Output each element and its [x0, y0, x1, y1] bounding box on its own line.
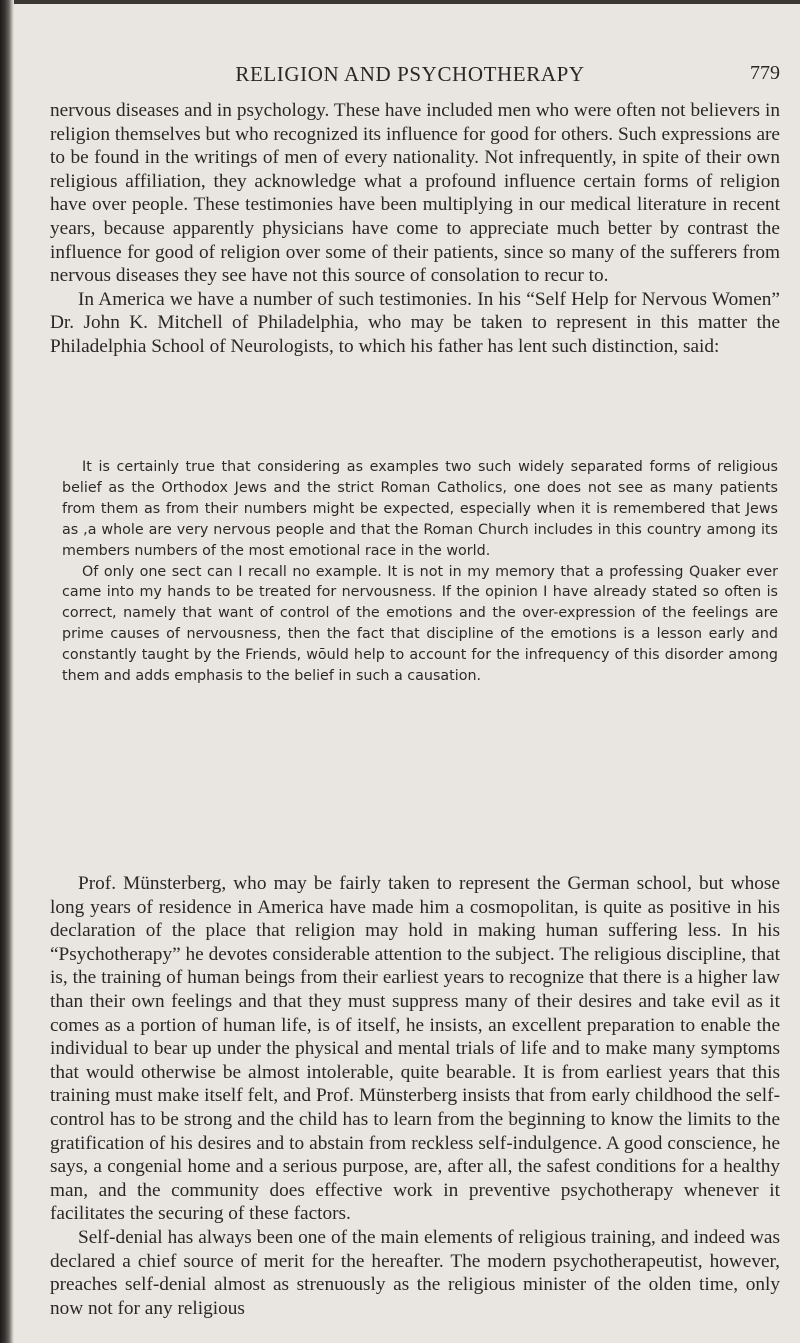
- quote-paragraph-jews-catholics: It is certainly true that considering as examples two such widely separated forms of religious belief as the Orthodox Jews and the strict Roman Catholics, one does not see as many patients from them as from their numbers might be expected, especially when it is remembered that Jews as ,a whole are very nervous people and that the Roman Church includes in this country among its members numbers of the most emotional race in the world.: [62, 459, 778, 559]
- running-title: RELIGION AND PSYCHOTHERAPY: [235, 62, 585, 86]
- paragraph-self-denial: Self-denial has always been one of the main elements of religious training, and indeed was declared a chief source of merit for the hereafter. The modern psychotherapeutist, however, preaches self-denial almost as strenuously as the religious minister of the olden time, only now not for any religious: [50, 1226, 780, 1319]
- running-header: [40, 62, 780, 90]
- paragraph-munsterberg: Prof. Münsterberg, who may be fairly taken to represent the German school, but whose long years of residence in America have made him a cosmopolitan, is quite as positive in his declaration of the place that religion may hold in making human suffering less. In his “Psychotherapy” he devotes considerable attention to the subject. The religious discipline, that is, the training of human beings from their earliest years to recognize that there is a higher law than their own feelings and that they must suppress many of their desires and take evil as it comes as a portion of human life, is of itself, he insists, an excellent preparation to enable the individual to bear up under the physical and mental trials of life and to make many symptoms that would otherwise be almost intolerable, quite bearable. It is from earliest years that this training must make itself felt, and Prof. Münsterberg insists that from early childhood the self-control has to be strong and the child has to learn from the beginning to know the limits to the gratification of his desires and to abstain from reckless self-indulgence. A good conscience, he says, a congenial home and a serious purpose, are, after all, the safest conditions for a healthy man, and the community does effective work in preventive psychotherapy whenever it facilitates the securing of these factors.: [50, 873, 780, 1225]
- page-number: 779: [750, 62, 780, 84]
- paragraph-continued: nervous diseases and in psychology. These have included men who were often not believers in religion themselves but who recognized its influence for good for others. Such expressions are to be found in the writings of men of every nationality. Not infrequently, in spite of their own religious affiliation, they acknowledge what a profound influence certain forms of religion have over people. These testimonies have been multiplying in our medical literature in recent years, because apparently physicians have come to appreciate much better by contrast the influence for good of religion over some of their patients, since so many of the sufferers from nervous diseases they see have not this source of consolation to recur to.: [50, 100, 780, 287]
- paragraph-america-testimonies: In America we have a number of such testimonies. In his “Self Help for Nervous Women” Dr. John K. Mitchell of Philadelphia, who may be taken to represent in this matter the Philadelphia School of Neurologists, to which his father has lent such distinction, said:: [50, 288, 780, 357]
- block-quote-mitchell: [62, 457, 778, 687]
- top-edge-rule: [0, 0, 800, 4]
- binding-shadow: [0, 0, 14, 1343]
- body-text-bottom: [50, 872, 780, 1320]
- body-text-top: [50, 99, 780, 359]
- quote-paragraph-quakers: Of only one sect can I recall no example. It is not in my memory that a professing Quaker ever came into my hands to be treated for nervousness. If the opinion I have already stated so often is correct, namely that want of control of the emotions and the over-expression of the feelings are prime causes of nervousness, then the fact that discipline of the emotions is a lesson early and constantly taught by the Friends, wōuld help to account for the infrequency of this disorder among them and adds emphasis to the belief in such a causation.: [62, 563, 778, 685]
